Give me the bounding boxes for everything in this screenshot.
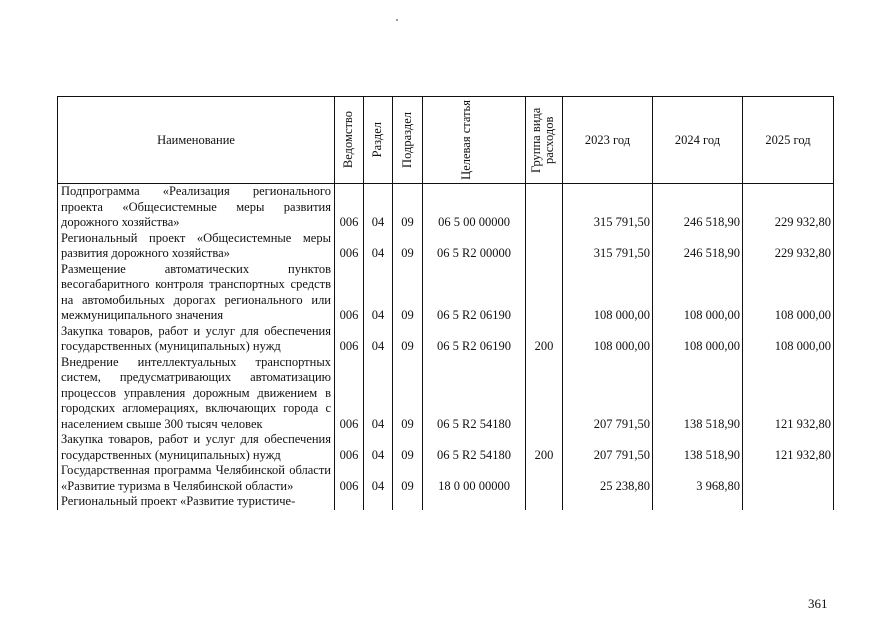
row-gruppa (526, 355, 563, 433)
row-year-2025: 108 000,00 (743, 262, 834, 324)
row-razdel: 04 (364, 355, 393, 433)
row-year-2023: 315 791,50 (563, 231, 653, 262)
row-vedomstvo: 006 (335, 231, 364, 262)
row-vedomstvo: 006 (335, 324, 364, 355)
table-row (58, 463, 834, 494)
row-razdel (364, 494, 393, 510)
row-podrazdel: 09 (393, 463, 423, 494)
header-year-2024-label: 2024 год (674, 132, 721, 147)
header-year-2023 (563, 97, 653, 184)
header-name-label: Наименование (157, 132, 235, 147)
row-celevaya-statya: 06 5 R2 06190 (423, 262, 526, 324)
table-row (58, 184, 834, 231)
row-gruppa (526, 262, 563, 324)
table-row (58, 262, 834, 324)
row-razdel: 04 (364, 231, 393, 262)
row-name: Региональный проект «Развитие туристиче- (58, 494, 335, 510)
header-name (58, 97, 335, 184)
row-year-2024: 108 000,00 (653, 324, 743, 355)
row-year-2025: 229 932,80 (743, 184, 834, 231)
table-body (58, 184, 834, 510)
header-gruppa-vida-rashodov (526, 97, 563, 184)
header-vedomstvo-label: Ведомство (341, 111, 356, 169)
header-podrazdel-label: Подраздел (399, 112, 414, 168)
row-year-2025: 121 932,80 (743, 432, 834, 463)
row-vedomstvo: 006 (335, 463, 364, 494)
row-name: Региональный проект «Общесистемные меры развития дорожного хозяйства» (58, 231, 335, 262)
row-vedomstvo: 006 (335, 184, 364, 231)
page-number: 361 (808, 596, 828, 611)
row-podrazdel: 09 (393, 231, 423, 262)
row-podrazdel: 09 (393, 184, 423, 231)
row-podrazdel: 09 (393, 432, 423, 463)
row-celevaya-statya: 06 5 R2 06190 (423, 324, 526, 355)
header-razdel (364, 97, 393, 184)
row-name: Закупка товаров, работ и услуг для обеспечения государственных (муниципальных) нужд (58, 324, 335, 355)
row-year-2025: 108 000,00 (743, 324, 834, 355)
budget-table (57, 96, 834, 510)
table-header (58, 97, 834, 184)
row-podrazdel: 09 (393, 355, 423, 433)
scan-speck (396, 19, 398, 21)
row-year-2024: 138 518,90 (653, 355, 743, 433)
row-name: Закупка товаров, работ и услуг для обеспечения государственных (муниципальных) нужд (58, 432, 335, 463)
row-year-2023: 207 791,50 (563, 432, 653, 463)
row-name: Внедрение интеллектуальных транспортных систем, предусматривающих автоматизацию процессов управления дорожным движением в городских агломерациях, включающих города с населением свыше 300 тысяч человек (58, 355, 335, 433)
row-vedomstvo: 006 (335, 432, 364, 463)
row-year-2024: 108 000,00 (653, 262, 743, 324)
row-year-2025: 229 932,80 (743, 231, 834, 262)
row-gruppa: 200 (526, 324, 563, 355)
row-celevaya-statya (423, 494, 526, 510)
table-row (58, 432, 834, 463)
row-gruppa (526, 231, 563, 262)
row-vedomstvo (335, 494, 364, 510)
row-celevaya-statya: 18 0 00 00000 (423, 463, 526, 494)
row-gruppa (526, 463, 563, 494)
row-year-2025 (743, 494, 834, 510)
header-podrazdel (393, 97, 423, 184)
row-gruppa: 200 (526, 432, 563, 463)
row-year-2024: 138 518,90 (653, 432, 743, 463)
header-gruppa-vida-rashodov-label: Группа вида расходов (529, 107, 557, 173)
row-year-2024: 246 518,90 (653, 184, 743, 231)
row-vedomstvo: 006 (335, 262, 364, 324)
table-row (58, 324, 834, 355)
row-podrazdel (393, 494, 423, 510)
header-year-2025-label: 2025 год (765, 132, 811, 147)
row-podrazdel: 09 (393, 324, 423, 355)
row-gruppa (526, 184, 563, 231)
table-row (58, 355, 834, 433)
row-razdel: 04 (364, 184, 393, 231)
row-year-2024: 3 968,80 (653, 463, 743, 494)
row-year-2023: 207 791,50 (563, 355, 653, 433)
header-vedomstvo (335, 97, 364, 184)
row-vedomstvo: 006 (335, 355, 364, 433)
row-year-2023: 315 791,50 (563, 184, 653, 231)
row-celevaya-statya: 06 5 R2 54180 (423, 355, 526, 433)
row-razdel: 04 (364, 432, 393, 463)
row-year-2024 (653, 494, 743, 510)
row-name: Размещение автоматических пунктов весогабаритного контроля транспортных средств на автомобильных дорогах регионального или межмуниципального значения (58, 262, 335, 324)
row-gruppa (526, 494, 563, 510)
header-celevaya-statya-label: Целевая статья (459, 100, 473, 180)
header-year-2024 (653, 97, 743, 184)
row-year-2024: 246 518,90 (653, 231, 743, 262)
row-year-2025: 121 932,80 (743, 355, 834, 433)
header-year-2025 (743, 97, 834, 184)
row-year-2023: 108 000,00 (563, 262, 653, 324)
header-razdel-label: Раздел (370, 122, 385, 158)
row-year-2023: 25 238,80 (563, 463, 653, 494)
header-year-2023-label: 2023 год (584, 132, 631, 147)
table-row (58, 494, 834, 510)
row-year-2025 (743, 463, 834, 494)
row-razdel: 04 (364, 262, 393, 324)
row-celevaya-statya: 06 5 R2 54180 (423, 432, 526, 463)
row-podrazdel: 09 (393, 262, 423, 324)
header-celevaya-statya (423, 97, 526, 184)
row-celevaya-statya: 06 5 00 00000 (423, 184, 526, 231)
row-razdel: 04 (364, 324, 393, 355)
row-name: Государственная программа Челябинской области «Развитие туризма в Челябинской области» (58, 463, 335, 494)
row-razdel: 04 (364, 463, 393, 494)
row-name: Подпрограмма «Реализация регионального проекта «Общесистемные меры развития дорожного хозяйства» (58, 184, 335, 231)
row-celevaya-statya: 06 5 R2 00000 (423, 231, 526, 262)
table-row (58, 231, 834, 262)
row-year-2023 (563, 494, 653, 510)
row-year-2023: 108 000,00 (563, 324, 653, 355)
